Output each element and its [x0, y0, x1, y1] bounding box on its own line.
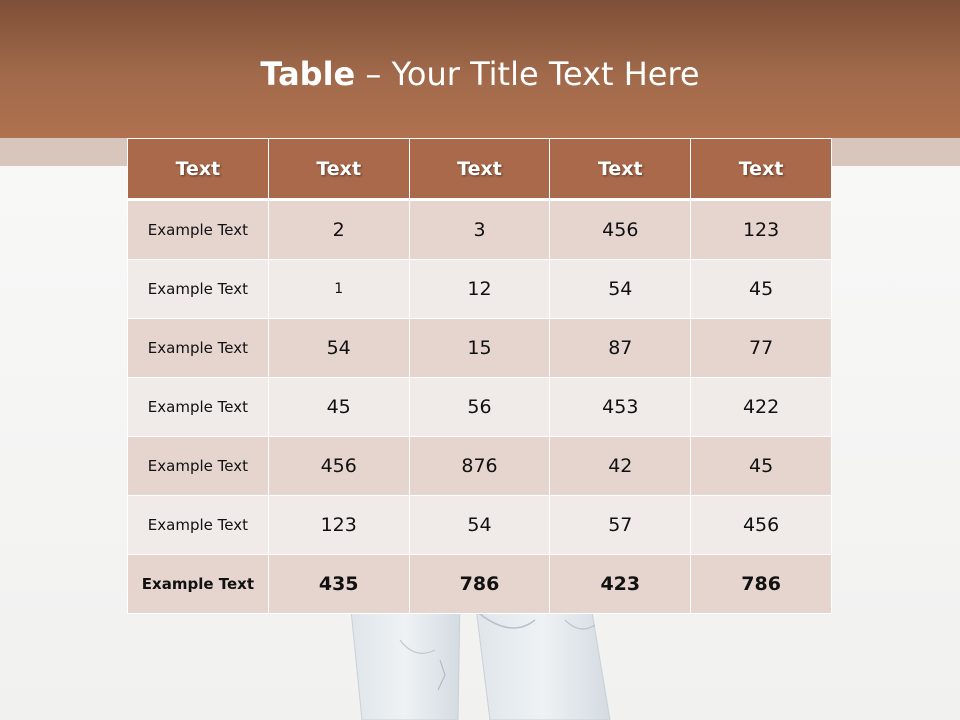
table-cell: 45 [691, 437, 832, 496]
table-cell: 456 [550, 200, 691, 260]
row-label: Example Text [128, 378, 269, 437]
table-cell: 456 [268, 437, 409, 496]
data-table [127, 138, 832, 614]
table-header-cell: Text [691, 139, 832, 200]
table-total-row [128, 555, 832, 614]
table-header-cell: Text [128, 139, 269, 200]
table-cell: 77 [691, 319, 832, 378]
table-cell: 123 [268, 496, 409, 555]
row-label: Example Text [128, 319, 269, 378]
table-cell: 56 [409, 378, 550, 437]
table-cell: 87 [550, 319, 691, 378]
table-cell: 422 [691, 378, 832, 437]
row-label: Example Text [128, 200, 269, 260]
table-cell: 3 [409, 200, 550, 260]
table-row [128, 260, 832, 319]
table-cell: 123 [691, 200, 832, 260]
table-header-cell: Text [550, 139, 691, 200]
row-label: Example Text [128, 496, 269, 555]
table-header-cell: Text [268, 139, 409, 200]
slide-title-bold: Table [260, 55, 356, 93]
row-label: Example Text [128, 437, 269, 496]
table-cell: 12 [409, 260, 550, 319]
table-cell: 54 [550, 260, 691, 319]
table-row [128, 378, 832, 437]
table-cell: 57 [550, 496, 691, 555]
table-cell: 2 [268, 200, 409, 260]
table-cell: 876 [409, 437, 550, 496]
table-cell: 435 [268, 555, 409, 614]
table-header-row [128, 139, 832, 200]
table-cell: 54 [268, 319, 409, 378]
row-label: Example Text [128, 555, 269, 614]
table-cell: 45 [691, 260, 832, 319]
table-cell: 453 [550, 378, 691, 437]
row-label: Example Text [128, 260, 269, 319]
table-header-cell: Text [409, 139, 550, 200]
table-cell: 45 [268, 378, 409, 437]
table-cell: 423 [550, 555, 691, 614]
table-row [128, 437, 832, 496]
table-cell: 54 [409, 496, 550, 555]
jeans-legs-image [340, 600, 630, 720]
table-cell: 786 [409, 555, 550, 614]
table-cell: 42 [550, 437, 691, 496]
table-row [128, 496, 832, 555]
table-cell: 456 [691, 496, 832, 555]
table-cell: 1 [268, 260, 409, 319]
table-row [128, 200, 832, 260]
table-cell: 786 [691, 555, 832, 614]
slide-title-rest: – Your Title Text Here [355, 55, 700, 93]
table-cell: 15 [409, 319, 550, 378]
slide-title [0, 52, 960, 96]
table-row [128, 319, 832, 378]
